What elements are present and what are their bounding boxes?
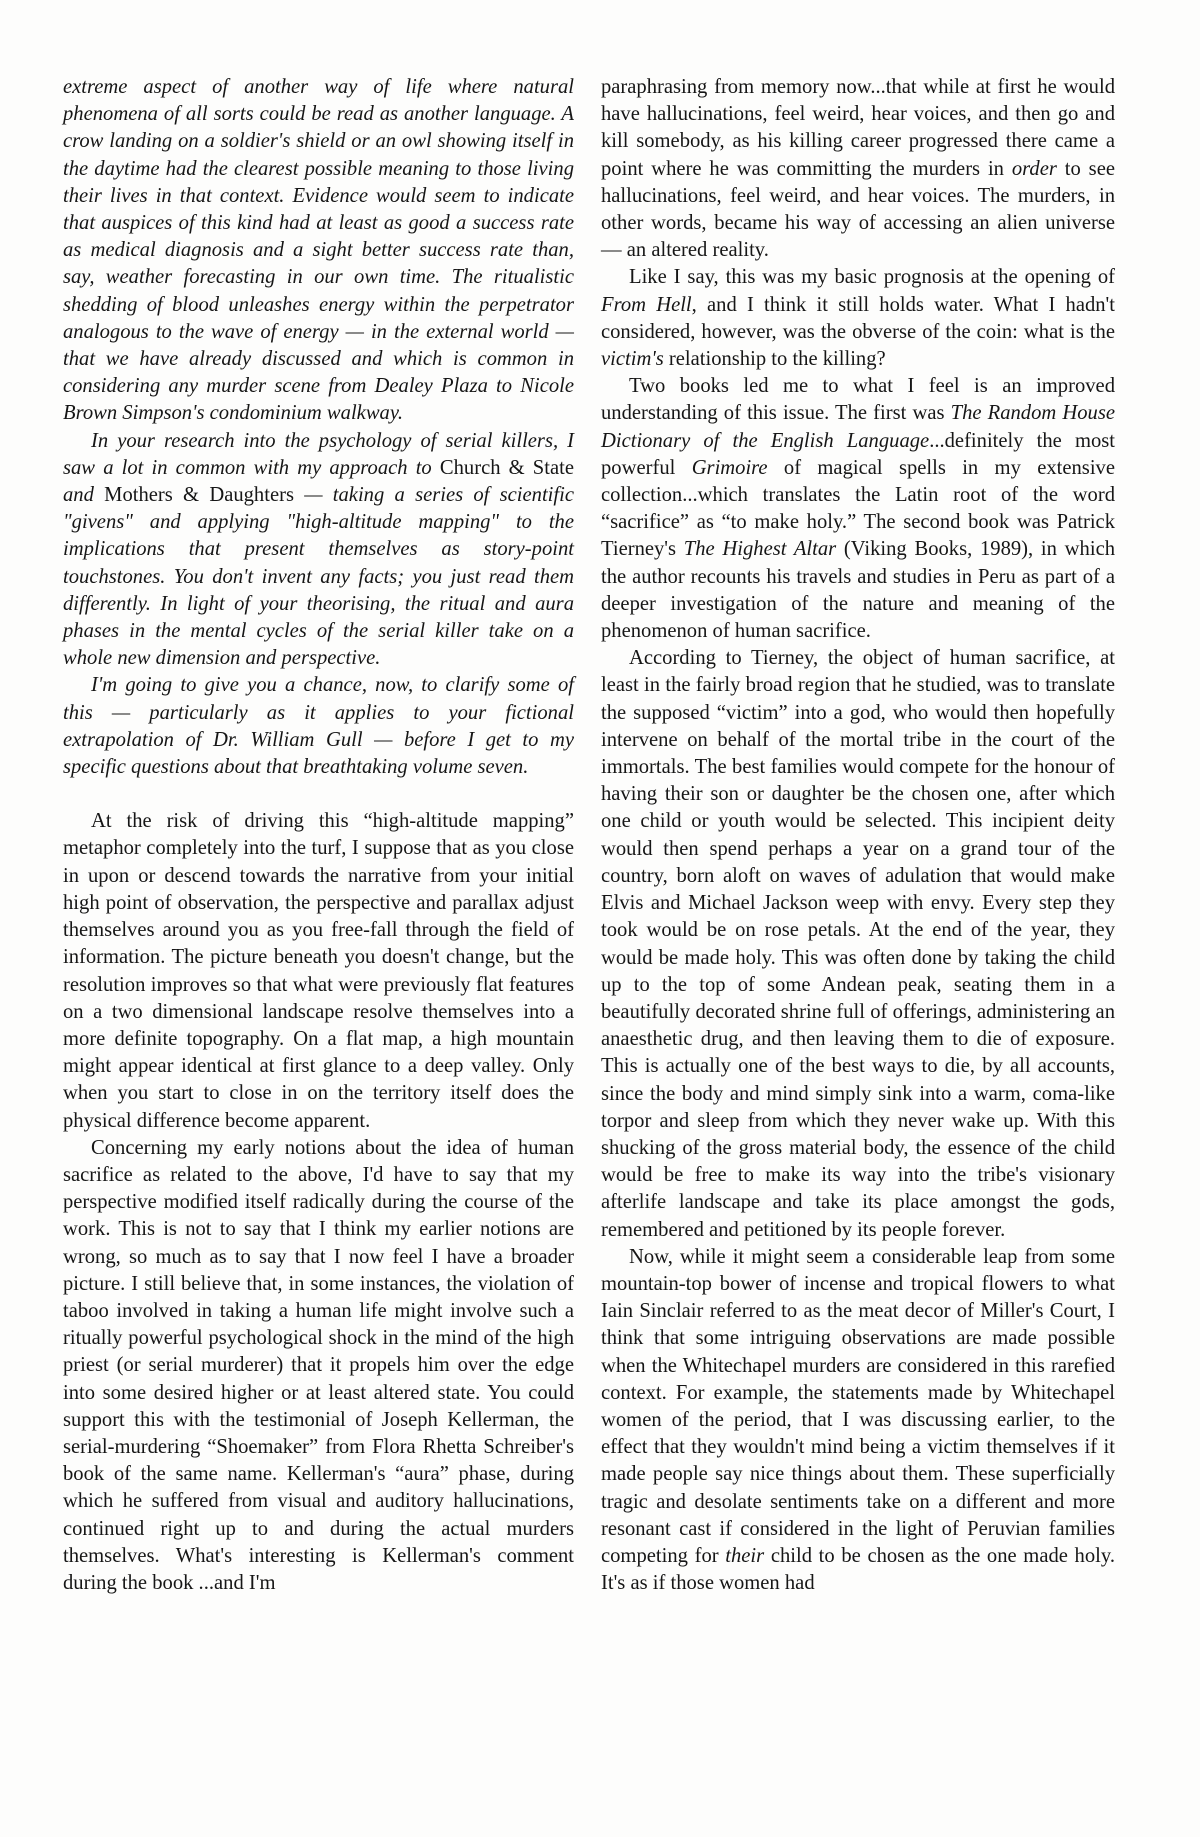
text-run: The Random House Dictionary of the English Language — [601, 402, 1115, 452]
text-run: Concerning my early notions about the idea of human sacrifice as related to the above, I'd have to say that my perspective modified itself radically during the course of the work. This is not to say that I think my earlier notions are wrong, so much as to say that I now feel I have a broader picture. I still believe that, in some instances, the violation of taboo involved in taking a human life might involve such a ritually powerful psychological shock in the mind of the high priest (or serial murderer) that it propels him over the edge into some desired higher or at least altered state. You could support this with the testimonial of Joseph Kellerman, the serial-murdering “Shoemaker” from Flora Rhetta Schreiber's book of the same name. Kellerman's “aura” phase, during which he suffered from visual and auditory hallucinations, continued right up to and during the actual murders themselves. What's interesting is Kellerman's comment during the book ...and I'm — [63, 1136, 574, 1594]
text-run: extreme aspect of another way of life where natural phenomena of all sorts could be read as another language. A crow landing on a soldier's shield or an owl showing itself in the daytime had the clearest possible meaning to those living their lives in that context. Evidence would seem to indicate that auspices of this kind had at least as good a success rate as medical diagnosis and a sight better success rate than, say, weather forecasting in our own time. The ritualistic shedding of blood unleashes energy within the perpetrator analogous to the wave of energy — in the external world — that we have already discussed and which is common in considering any murder scene from Dealey Plaza to Nicole Brown Simpson's condominium walkway. — [63, 76, 574, 425]
text-run: order — [1011, 157, 1057, 180]
text-run: Now, while it might seem a considerable leap from some mountain-top bower of incense and tropical flowers to what Iain Sinclair referred to as the meat decor of Miller's Court, I think that some intriguing observations are made possible when the Whitechapel murders are considered in this rarefied context. For example, the statements made by Whitechapel women of the period, that I was discussing earlier, to the effect that they wouldn't mind being a victim themselves if it made people say nice things about them. These superficially tragic and desolate sentiments take on a different and more resonant cast if considered in the light of Peruvian families competing for — [601, 1245, 1115, 1567]
text-run: At the risk of driving this “high-altitude mapping” metaphor completely into the turf, I suppose that as you close in upon or descend towards the narrative from your initial high point of observation, the perspective and parallax adjust themselves around you as you free-fall through the field of information. The picture beneath you doesn't change, but the resolution improves so that what were previously flat features on a two dimensional landscape resolve themselves into a more definite topography. On a flat map, a high mountain might appear identical at first glance to a deep valley. Only when you start to close in on the territory itself does the physical difference become apparent. — [63, 810, 574, 1132]
text-run: and — [63, 484, 105, 507]
text-run: of magical spells in my extensive collection...which translates the Latin root of the word “sacrifice” as “to make holy.” The second book was Patrick Tierney's — [601, 456, 1115, 561]
right-column — [601, 74, 1115, 1597]
answer-paragraph — [601, 264, 1115, 373]
text-run: , and I think it still holds water. What I hadn't considered, however, was the obverse of the coin: what is the — [601, 293, 1115, 343]
question-paragraph — [63, 74, 574, 428]
text-run: Like I say, this was my basic prognosis at the opening of — [629, 266, 1115, 289]
text-run: Grimoire — [691, 456, 768, 479]
text-run: In your research into the psychology of serial killers, I saw a lot in common with my approach to — [63, 429, 574, 479]
text-run: The Highest Altar — [683, 538, 837, 561]
text-run: Mothers & Daughters — [104, 484, 294, 507]
answer-paragraph — [601, 74, 1115, 264]
text-run: paraphrasing from memory now...that while at first he would have hallucinations, feel weird, hear voices, and then go and kill somebody, as his killing career progressed there came a point where he was committing the murders in — [601, 76, 1115, 180]
interviewer-question-block — [63, 74, 574, 781]
question-paragraph — [63, 672, 574, 781]
text-run: their — [725, 1544, 765, 1567]
text-run: to see hallucinations, feel weird, and hear voices. The murders, in other words, became his way of accessing an alien universe — an altered reality. — [601, 157, 1115, 262]
text-run: I'm going to give you a chance, now, to clarify some of this — particularly as it applies to your fictional extrapolation of Dr. William Gull — before I get to my specific questions about that breathtaking volume seven. — [63, 674, 574, 779]
text-run: relationship to the killing? — [663, 348, 886, 371]
answer-block — [63, 808, 574, 1597]
answer-paragraph — [601, 373, 1115, 645]
text-run: victim's — [601, 348, 664, 371]
text-run: (Viking Books, 1989), in which the author recounts his travels and studies in Peru as part of a deeper investigation of the nature and meaning of the phenomenon of human sacrifice. — [601, 538, 1115, 643]
answer-paragraph — [63, 1135, 574, 1597]
text-run: According to Tierney, the object of human sacrifice, at least in the fairly broad region that he studied, was to translate the supposed “victim” into a god, who would then hopefully intervene on behalf of the mortal tribe in the court of the immortals. The best families would compete for the honour of having their son or daughter be the chosen one, after which one child or youth would be selected. This incipient deity would then spend perhaps a year on a grand tour of the country, born aloft on waves of adulation that would make Elvis and Michael Jackson weep with envy. Every step they took would be on rose petals. At the end of the year, they would be made holy. This was often done by taking the child up to the top of some Andean peak, seating them in a beautifully decorated shrine full of offerings, administering an anaesthetic drug, and then leaving them to die of exposure. This is actually one of the best ways to die, by all accounts, since the body and mind simply sink into a warm, coma-like torpor and sleep from which they never wake up. With this shucking of the gross material body, the essence of the child would be free to make its way into the tribe's visionary afterlife landscape and take its place amongst the gods, remembered and petitioned by its people forever. — [601, 647, 1115, 1241]
answer-paragraph — [601, 645, 1115, 1243]
text-run: child to be chosen as the one made holy. It's as if those women had — [601, 1544, 1115, 1595]
answer-paragraph — [601, 1244, 1115, 1598]
text-run: From Hell — [601, 293, 692, 316]
text-run: Two books led me to what I feel is an improved understanding of this issue. The first was — [601, 375, 1115, 425]
text-run: — taking a series of scientific "givens" and applying "high-altitude mapping" to the implications that present themselves as story-point touchstones. You don't invent any facts; you just read them differently. In light of your theorising, the ritual and aura phases in the mental cycles of the serial killer take on a whole new dimension and perspective. — [63, 484, 574, 670]
text-run: ...definitely the most powerful — [601, 429, 1115, 479]
question-paragraph — [63, 428, 574, 673]
text-run: Church & State — [439, 456, 574, 479]
answer-paragraph — [63, 808, 574, 1134]
left-column — [63, 74, 574, 1597]
